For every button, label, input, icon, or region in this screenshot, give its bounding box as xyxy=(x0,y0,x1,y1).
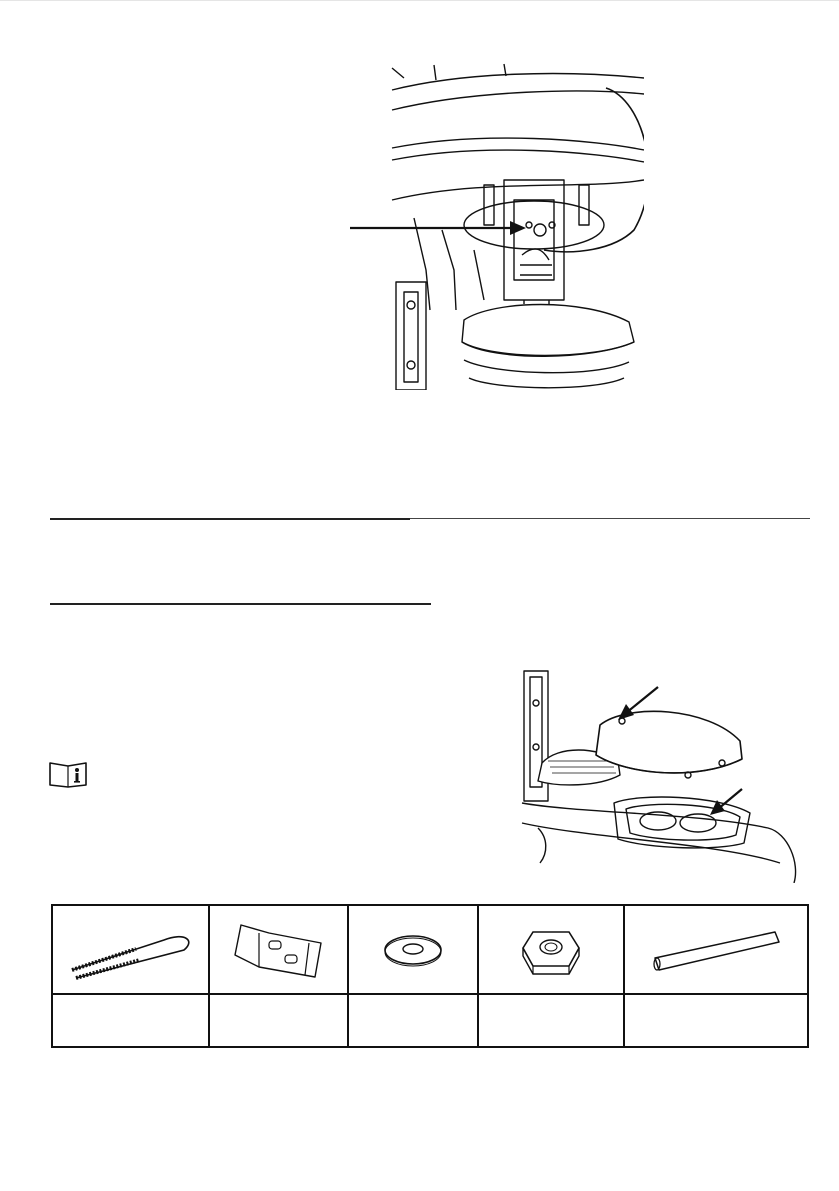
manual-info-icon xyxy=(48,760,88,788)
part-label-washer xyxy=(348,994,478,1047)
washer-icon xyxy=(378,928,448,972)
part-cell-washer xyxy=(348,905,478,994)
subsection-divider xyxy=(50,603,431,605)
section-divider-primary xyxy=(50,518,410,520)
page-top-edge xyxy=(0,0,839,1)
part-cell-nut xyxy=(478,905,624,994)
section-divider-secondary xyxy=(410,518,810,519)
u-bolt-icon xyxy=(66,920,196,980)
part-cell-u-bolt xyxy=(52,905,209,994)
part-cell-rod xyxy=(624,905,808,994)
parts-label-row xyxy=(52,994,808,1047)
rod-icon xyxy=(641,920,791,980)
parts-table xyxy=(51,904,809,1048)
part-label-bracket xyxy=(209,994,348,1047)
sensor-assembly-illustration xyxy=(344,60,644,390)
parts-image-row xyxy=(52,905,808,994)
hex-nut-icon xyxy=(519,922,583,978)
part-label-u-bolt xyxy=(52,994,209,1047)
mounting-bracket-icon xyxy=(229,915,329,985)
battery-cover-illustration xyxy=(518,663,800,883)
part-cell-bracket xyxy=(209,905,348,994)
part-label-rod xyxy=(624,994,808,1047)
part-label-nut xyxy=(478,994,624,1047)
